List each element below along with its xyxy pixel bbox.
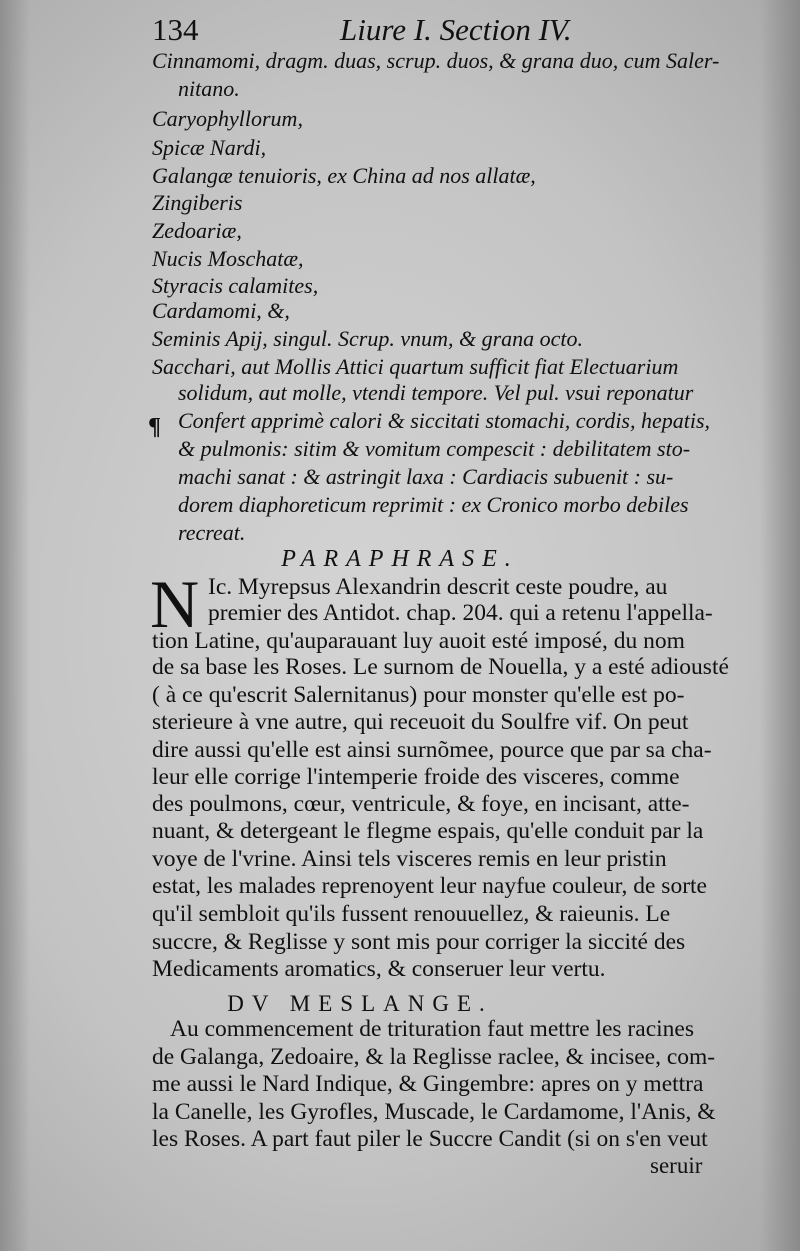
virtues-line: & pulmonis: sitim & vomitum compescit : debilitatem sto- [178, 436, 691, 461]
body-line: de sa base les Roses. Le surnom de Nouella, y a esté adiousté [152, 654, 729, 680]
drop-cap: N [150, 566, 200, 642]
running-head: Liure I. Section IV. [340, 12, 572, 47]
body-line: me aussi le Nard Indique, & Gingembre: apres on y mettra [152, 1071, 704, 1097]
virtues-line: Confert apprimè calori & siccitati stomachi, cordis, hepatis, [178, 408, 711, 433]
body-line: des poulmons, cœur, ventricule, & foye, en incisant, atte- [152, 791, 690, 817]
prescription-line: Styracis calamites, [152, 273, 319, 298]
virtues-line: recreat. [178, 520, 246, 545]
body-line: Ic. Myrepsus Alexandrin descrit ceste poudre, au [208, 574, 668, 600]
catchword: seruir [650, 1153, 703, 1178]
body-line: nuant, & detergeant le flegme espais, qu'elle conduit par la [152, 818, 704, 844]
prescription-line: Cardamomi, &, [152, 298, 290, 323]
prescription-line: Sacchari, aut Mollis Attici quartum sufficit fiat Electuarium [152, 354, 679, 379]
body-line: qu'il sembloit qu'ils fussent renouuellez, & raieunis. Le [152, 901, 671, 927]
meslange-heading: DV MESLANGE. [227, 991, 493, 1016]
body-line: la Canelle, les Gyrofles, Muscade, le Cardamome, l'Anis, & [152, 1099, 716, 1125]
body-line: dire aussi qu'elle est ainsi surnõmee, pource que par sa cha- [152, 737, 712, 763]
body-line: succre, & Reglisse y sont mis pour corriger la siccité des [152, 929, 686, 955]
body-line: sterieure à vne autre, qui receuoit du Soulfre vif. On peut [152, 709, 689, 735]
body-line: Medicaments aromatics, & conseruer leur vertu. [152, 956, 606, 982]
virtues-line: dorem diaphoreticum reprimit : ex Cronico morbo debiles [178, 492, 689, 517]
body-line: tion Latine, qu'auparauant luy auoit esté imposé, du nom [152, 628, 685, 654]
body-line: voye de l'vrine. Ainsi tels visceres remis en leur pristin [152, 846, 667, 872]
prescription-line: nitano. [178, 76, 240, 101]
page-header [152, 12, 772, 52]
body-line: premier des Antidot. chap. 204. qui a retenu l'appella- [208, 600, 713, 626]
prescription-line: Nucis Moschatæ, [152, 246, 304, 271]
prescription-line: Zedoariæ, [152, 218, 242, 243]
prescription-line: solidum, aut molle, vtendi tempore. Vel pul. vsui reponatur [178, 380, 694, 405]
pilcrow-mark: ¶ [148, 414, 161, 440]
prescription-line: Galangæ tenuioris, ex China ad nos allatæ, [152, 163, 536, 188]
body-line: leur elle corrige l'intemperie froide des visceres, comme [152, 764, 680, 790]
body-line: de Galanga, Zedoaire, & la Reglisse raclee, & incisee, com- [152, 1044, 716, 1070]
body-line: ( à ce qu'escrit Salernitanus) pour monster qu'elle est po- [152, 682, 685, 708]
page-gutter-shadow [0, 0, 30, 1251]
body-line: Au commencement de trituration faut mettre les racines [170, 1016, 694, 1042]
body-line: estat, les malades reprenoyent leur nayfue couleur, de sorte [152, 873, 707, 899]
prescription-line: Cinnamomi, dragm. duas, scrup. duos, & grana duo, cum Saler- [152, 48, 720, 73]
body-line: les Roses. A part faut piler le Succre Candit (si on s'en veut [152, 1126, 708, 1152]
page-number: 134 [152, 12, 199, 47]
prescription-line: Seminis Apij, singul. Scrup. vnum, & grana octo. [152, 326, 584, 351]
prescription-line: Spicæ Nardi, [152, 135, 267, 160]
virtues-line: machi sanat : & astringit laxa : Cardiacis subuenit : su- [178, 464, 674, 489]
prescription-line: Zingiberis [152, 190, 243, 215]
page-edge-shadow [760, 0, 800, 1251]
prescription-line: Caryophyllorum, [152, 106, 303, 131]
paraphrase-heading: PARAPHRASE. [281, 546, 519, 572]
